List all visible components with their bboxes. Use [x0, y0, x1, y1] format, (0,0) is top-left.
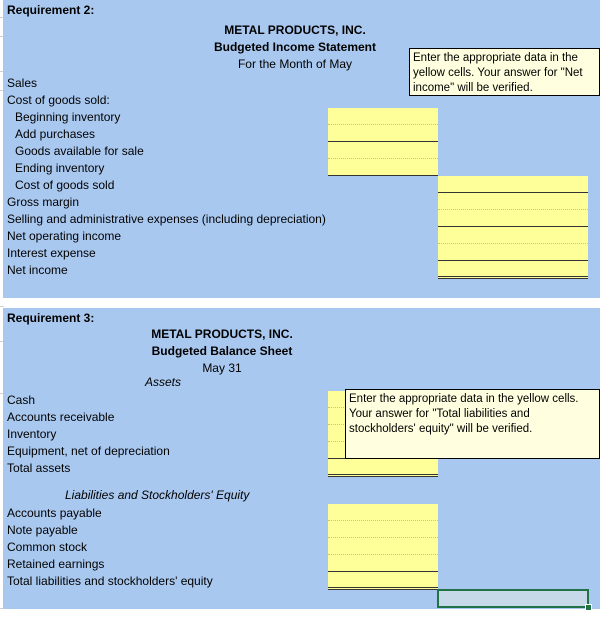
row-total-liabilities-equity: Total liabilities and stockholders' equity	[7, 574, 213, 588]
input-total-liabilities-equity[interactable]	[328, 572, 438, 590]
row-selling-admin-expenses: Selling and administrative expenses (including depreciation)	[7, 212, 326, 226]
input-gross-margin[interactable]	[438, 193, 588, 210]
row-retained-earnings: Retained earnings	[7, 557, 105, 571]
fill-handle[interactable]	[585, 604, 592, 611]
input-net-operating-income[interactable]	[438, 227, 588, 244]
requirement-2-title: Requirement 2:	[7, 3, 95, 17]
input-accounts-payable[interactable]	[328, 504, 438, 521]
input-interest-expense[interactable]	[438, 244, 588, 261]
row-net-income: Net income	[7, 263, 68, 277]
input-add-purchases[interactable]	[328, 125, 438, 142]
input-goods-available[interactable]	[328, 142, 438, 159]
req2-statement-title: Budgeted Income Statement	[213, 40, 377, 54]
req2-instruction-comment: Enter the appropriate data in the yellow cells. Your answer for "Net income" will be verified.	[409, 48, 600, 96]
row-accounts-payable: Accounts payable	[7, 506, 102, 520]
row-ending-inventory: Ending inventory	[15, 161, 105, 175]
row-goods-available: Goods available for sale	[15, 144, 144, 158]
input-total-assets[interactable]	[328, 459, 438, 477]
input-retained-earnings[interactable]	[328, 555, 438, 572]
input-cost-of-goods-sold[interactable]	[438, 176, 588, 193]
input-net-income[interactable]	[438, 261, 588, 279]
req3-date: May 31	[202, 361, 242, 375]
liabilities-equity-header: Liabilities and Stockholders' Equity	[65, 488, 250, 502]
input-beginning-inventory[interactable]	[328, 108, 438, 125]
row-interest-expense: Interest expense	[7, 246, 96, 260]
req3-statement-title: Budgeted Balance Sheet	[151, 344, 293, 358]
req3-company-name: METAL PRODUCTS, INC.	[151, 327, 293, 341]
selected-cell[interactable]	[437, 589, 589, 608]
assets-header: Assets	[145, 375, 182, 389]
row-accounts-receivable: Accounts receivable	[7, 410, 115, 424]
row-net-operating-income: Net operating income	[7, 229, 122, 243]
input-selling-admin-expenses[interactable]	[438, 210, 588, 227]
row-beginning-inventory: Beginning inventory	[15, 110, 121, 124]
requirement-3-title: Requirement 3:	[7, 311, 95, 325]
row-equipment: Equipment, net of depreciation	[7, 444, 170, 458]
row-total-assets: Total assets	[7, 461, 71, 475]
input-ending-inventory[interactable]	[328, 159, 438, 176]
req2-period: For the Month of May	[237, 57, 353, 71]
row-cash: Cash	[7, 393, 36, 407]
row-gross-margin: Gross margin	[7, 195, 80, 209]
row-sales: Sales	[7, 76, 38, 90]
row-add-purchases: Add purchases	[15, 127, 96, 141]
input-note-payable[interactable]	[328, 521, 438, 538]
row-note-payable: Note payable	[7, 523, 78, 537]
row-cost-of-goods-sold: Cost of goods sold	[15, 178, 115, 192]
row-inventory: Inventory	[7, 427, 57, 441]
input-common-stock[interactable]	[328, 538, 438, 555]
req3-instruction-comment: Enter the appropriate data in the yellow cells. Your answer for "Total liabilities and stockholders' equity" will be verified.	[345, 389, 600, 459]
row-common-stock: Common stock	[7, 540, 88, 554]
row-cogs-header: Cost of goods sold:	[7, 93, 110, 107]
req2-company-name: METAL PRODUCTS, INC.	[224, 23, 366, 37]
